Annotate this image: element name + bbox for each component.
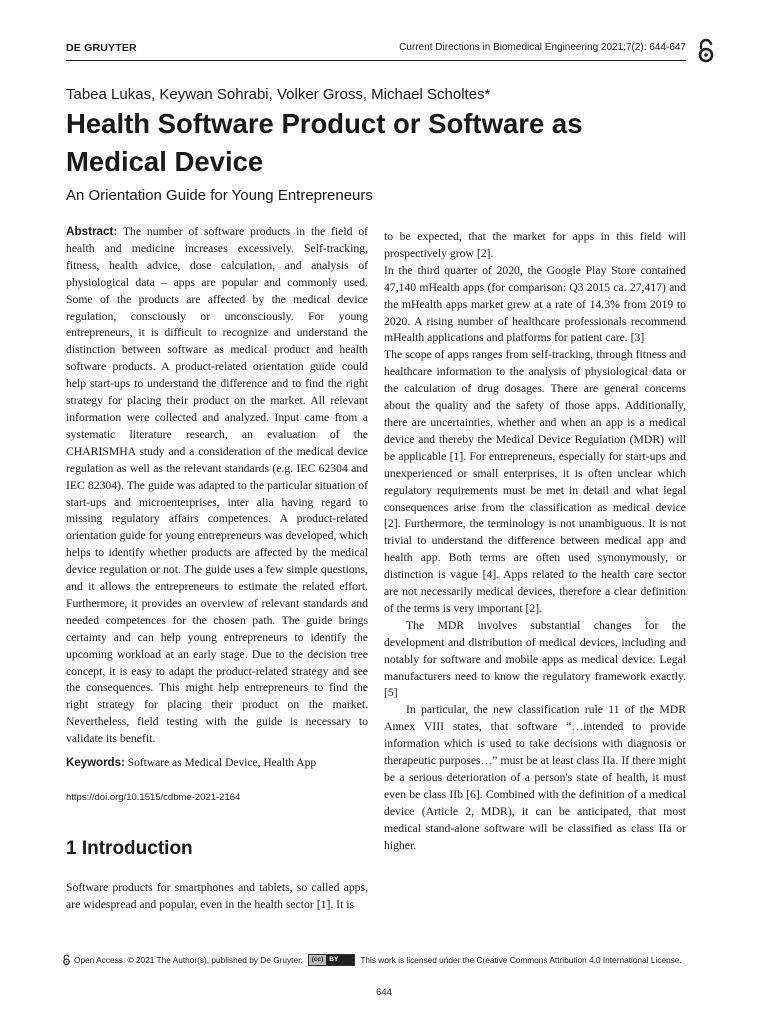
paragraph: In particular, the new classification rule 11 of the MDR Annex VIII states, that software “…intended to provide information which is used to take decisions with diagnosis or therapeutic purposes…” must be at least class IIa. If there might be a serious deterioration of a person's state of health, it must even be class IIb [6]. Combined with the definition of a medical device (Article 2, MDR), it can be anticipated, that most medical stand-alone software will be classified as class IIa or higher. (384, 703, 686, 852)
page-number: 644 (376, 987, 392, 998)
doi-link[interactable]: https://doi.org/10.1515/cdbme-2021-2164 (66, 792, 241, 803)
abstract (66, 224, 368, 748)
paragraph: In the third quarter of 2020, the Google Play Store contained 47,140 mHealth apps (for comparison: Q3 2015 ca. 27,417) and the mHealth apps market grew at a rate of 14.3% from 2019 to 2020. A rising number of healthcare professionals recommend mHealth applications and platforms for patient care. [3] (384, 263, 686, 345)
paper-title: Health Software Product or Software as Medical Device (66, 108, 583, 177)
license-footer (62, 954, 682, 966)
paper-subtitle: An Orientation Guide for Young Entrepreneurs (66, 187, 373, 204)
open-access-icon (696, 38, 716, 64)
cc-badge-label: (cc) (309, 955, 327, 965)
right-column (384, 229, 686, 855)
author-list: Tabea Lukas, Keywan Sohrabi, Volker Gross, Michael Scholtes* (66, 86, 491, 103)
keywords-text: Software as Medical Device, Health App (127, 757, 317, 769)
publisher-name: DE GRUYTER (66, 42, 137, 54)
paragraph: The MDR involves substantial changes for the development and distribution of medical devices, including and notably for software and mobile apps as medical device. Legal manufacturers need to know the regulatory framework exactly. [5] (384, 618, 686, 700)
cc-by-badge[interactable] (308, 954, 356, 966)
header-rule (66, 60, 686, 61)
paragraph: The scope of apps ranges from self-tracking, through fitness and healthcare information to the analysis of physiological data or the calculation of drug dosages. There are general concerns about the quality and the safety of those apps. Additionally, there are uncertainties, whether and when an app is a medical device and thereby the Medical Device Regulation (MDR) will be applicable [1]. For entrepreneurs, especially for start-ups and unexperienced or small enterprises, it is often unclear which regulatory requirements must be met in detail and what legal consequences arise from the classification as medical device [2]. Furthermore, the terminology is not unambiguous. It is not trivial to understand the difference between medical app and health app. Both terms are often used synonymously, or distinction is vague [4]. Apps related to the health care sector are not necessarily medical devices, therefore a clear definition of the terms is very important [2]. (384, 348, 686, 615)
by-badge-label: BY (326, 955, 354, 965)
keywords (66, 757, 316, 769)
intro-paragraph: Software products for smartphones and tablets, so called apps, are widespread and popular, even in the health sector [1]. It is (66, 881, 368, 911)
license-statement: This work is licensed under the Creative Commons Attribution 4.0 International License. (360, 955, 682, 965)
open-access-statement: Open Access. © 2021 The Author(s), published by De Gruyter. (74, 955, 303, 965)
abstract-text: The number of software products in the field of health and medicine increases excessively. Self-tracking, fitness, health advice, dose calculation, and analysis of physiological data – apps are popular and commonly used. Some of the products are affected by the medical device regulation, consciously or unconsciously. For young entrepreneurs, it is difficult to recognize and understand the distinction between software as medical product and health software products. A product-related orientation guide could help start-ups to understand the difference and to find the right strategy for placing their product on the market. All relevant information were collected and analyzed. Input came from a systematic literature research, an evaluation of the CHARISMHA study and a consideration of the medical device regulation as well as the relevant standards (e.g. IEC 62304 and IEC 82304). The guide was adapted to the particular situation of start-ups and microenterprises, inter alia having regard to missing regulatory affairs competences. A product-related orientation guide for young entrepreneurs was developed, which helps to identify whether products are affected by the medical device regulation or not. The guide uses a few simple questions, and it allows the entrepreneurs to estimate the related effort. Furthermore, it provides an overview of relevant standards and needed competences for the chosen path. The guide brings certainty and can help young entrepreneurs to identify the upcoming workload at an early stage. Due to the decision tree concept, it is easy to adapt the product-related strategy and see the consequences. This might help entrepreneurs to find the right strategy for placing their product on the market. Nevertheless, field testing with the guide is necessary to validate its benefit. (66, 225, 368, 746)
keywords-label: Keywords: (66, 757, 125, 769)
paragraph: to be expected, that the market for apps in this field will prospectively grow [2]. (384, 230, 686, 260)
open-access-icon (62, 954, 71, 966)
journal-citation: Current Directions in Biomedical Engineering 2021;7(2): 644-647 (399, 42, 686, 53)
introduction-text (66, 880, 368, 914)
abstract-label: Abstract: (66, 225, 118, 238)
section-heading: 1 Introduction (66, 838, 193, 859)
